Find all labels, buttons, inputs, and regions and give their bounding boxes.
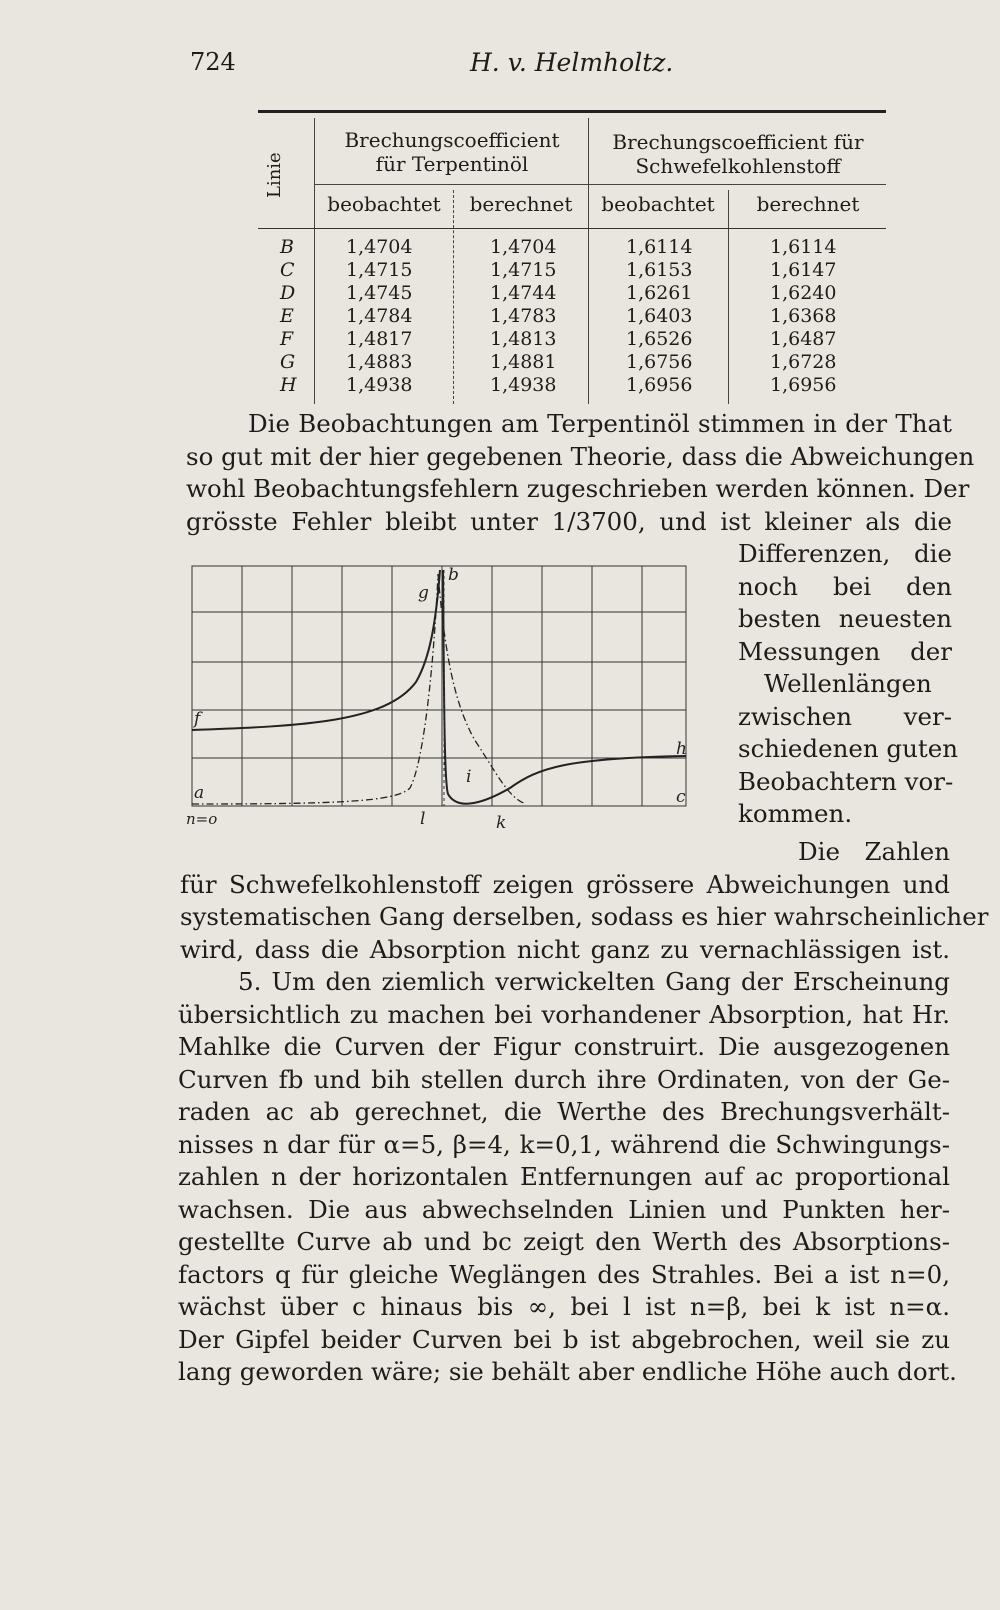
- table-row: E 1,4784 1,4783 1,6403 1,6368: [280, 305, 837, 327]
- table-row: G 1,4883 1,4881 1,6756 1,6728: [280, 351, 837, 373]
- text-line: zahlen n der horizontalen Entfernungen auf ac proportional: [178, 1162, 950, 1191]
- text-line: noch bei den: [738, 571, 952, 601]
- text-line: gestellte Curve ab und bc zeigt den Werth des Absorptions-: [178, 1227, 950, 1256]
- text-line: Differenzen, die: [738, 539, 952, 568]
- text-line: Die Zahlen: [798, 837, 950, 866]
- text-line: lang geworden wäre; sie behält aber endliche Höhe auch dort.: [178, 1357, 957, 1386]
- refraction-curve-bih: [443, 570, 686, 804]
- subhead-beobachtet-2: beobachtet: [601, 192, 715, 216]
- text-line: raden ac ab gerechnet, die Werthe des Brechungsverhält-: [178, 1097, 950, 1126]
- text-line: wachsen. Die aus abwechselnden Linien und Punkten her-: [178, 1194, 950, 1224]
- label-n-zero: n=o: [186, 810, 218, 828]
- dispersion-figure: [186, 562, 706, 842]
- table-row: F 1,4817 1,4813 1,6526 1,6487: [280, 328, 837, 350]
- table-subhead-rule: [314, 184, 886, 185]
- paragraph-1-full-width: [186, 408, 975, 538]
- table-top-rule: [258, 110, 886, 113]
- refraction-table: [258, 110, 886, 406]
- label-l: l: [420, 809, 426, 829]
- group-header-terpentin: Brechungscoefficient für Terpentinöl: [344, 128, 560, 176]
- text-line: Messungen der: [738, 636, 952, 666]
- text-line: grösste Fehler bleibt unter 1/3700, und ist kleiner als die: [186, 506, 952, 536]
- text-line: factors q für gleiche Weglängen des Strahles. Bei a ist n=0,: [178, 1259, 950, 1289]
- group-header-schwefel: Brechungscoefficient für Schwefelkohlenstoff: [612, 130, 864, 178]
- label-h: h: [676, 739, 687, 759]
- label-a: a: [194, 783, 205, 803]
- text-line: schiedenen guten: [738, 734, 959, 763]
- page-number: 724: [190, 48, 236, 76]
- label-b: b: [448, 565, 459, 585]
- label-c: c: [676, 787, 686, 807]
- text-line: kommen.: [738, 799, 853, 828]
- label-f: f: [194, 709, 201, 729]
- table-row: H 1,4938 1,4938 1,6956 1,6956: [280, 374, 837, 396]
- figure-grid: [192, 566, 686, 806]
- linie-header: Linie: [264, 152, 285, 198]
- text-line: so gut mit der hier gegebenen Theorie, dass die Abweichungen: [186, 441, 975, 471]
- table-header-rule: [258, 228, 886, 229]
- text-line: Beobachtern vor-: [738, 766, 954, 796]
- text-line: Wellenlängen: [764, 669, 932, 698]
- text-line: Die Beobachtungen am Terpentinöl stimmen in der That: [248, 409, 952, 438]
- paragraph-2: [178, 966, 957, 1389]
- text-line: Curven fb und bih stellen durch ihre Ordinaten, von der Ge-: [178, 1064, 950, 1094]
- table-row: B 1,4704 1,4704 1,6114 1,6114: [280, 236, 837, 258]
- text-line: zwischen ver-: [738, 701, 952, 731]
- table-row: D 1,4745 1,4744 1,6261 1,6240: [280, 282, 837, 304]
- text-line: wird, dass die Absorption nicht ganz zu vernachlässigen ist.: [180, 934, 950, 964]
- running-title: H. v. Helmholtz.: [470, 48, 674, 77]
- label-k: k: [496, 813, 507, 833]
- paragraph-1-continuation: [180, 836, 989, 966]
- table-row: C 1,4715 1,4715 1,6153 1,6147: [280, 259, 837, 281]
- text-line: Der Gipfel beider Curven bei b ist abgebrochen, weil sie zu: [178, 1324, 950, 1354]
- text-line: wohl Beobachtungsfehlern zugeschrieben werden können. Der: [186, 474, 970, 503]
- text-line: 5. Um den ziemlich verwickelten Gang der Erscheinung: [238, 967, 950, 996]
- text-line: wächst über c hinaus bis ∞, bei l ist n=β, bei k ist n=α.: [178, 1292, 950, 1321]
- paragraph-1-wrap: [738, 538, 959, 831]
- text-line: Mahlke die Curven der Figur construirt. Die ausgezogenen: [178, 1032, 950, 1061]
- label-i: i: [466, 767, 472, 787]
- subhead-beobachtet-1: beobachtet: [327, 192, 441, 216]
- text-line: besten neuesten: [738, 604, 952, 633]
- text-line: für Schwefelkohlenstoff zeigen grössere Abweichungen und: [180, 869, 950, 899]
- text-line: systematischen Gang derselben, sodass es hier wahrscheinlicher: [180, 902, 989, 931]
- text-line: übersichtlich zu machen bei vorhandener Absorption, hat Hr.: [178, 999, 950, 1029]
- subhead-berechnet-2: berechnet: [756, 192, 860, 216]
- refraction-curve-fb: [192, 570, 440, 730]
- subhead-berechnet-1: berechnet: [469, 192, 573, 216]
- label-g: g: [418, 583, 429, 603]
- text-line: nisses n dar für α=5, β=4, k=0,1, während die Schwingungs-: [178, 1129, 950, 1159]
